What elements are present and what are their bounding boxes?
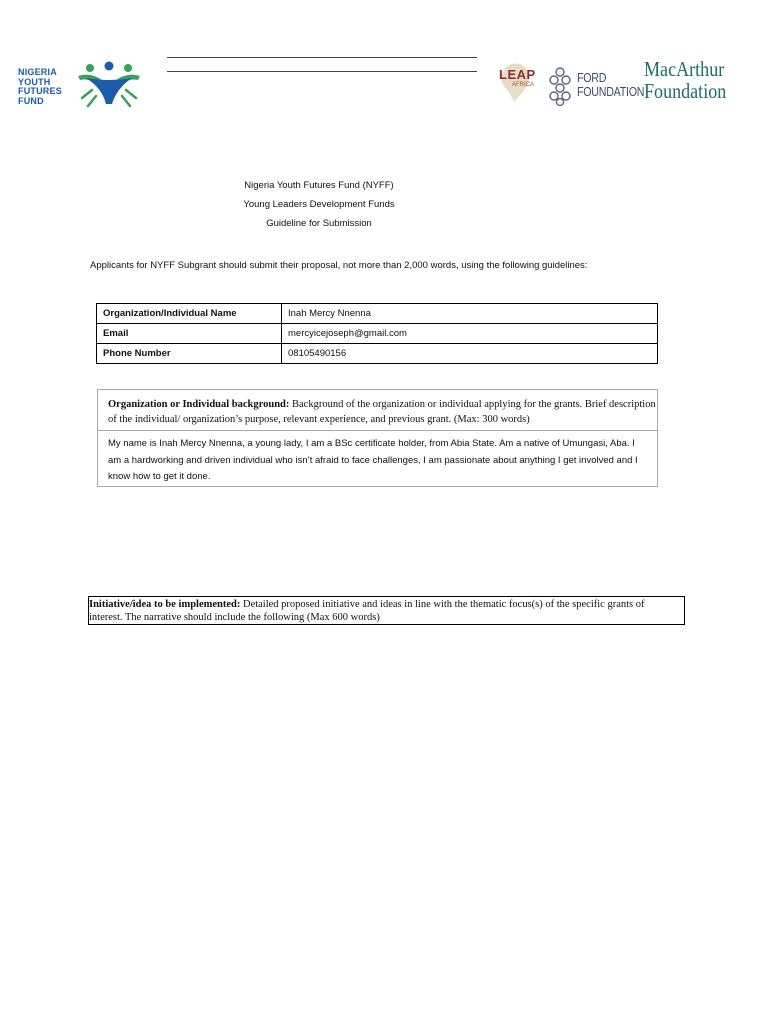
ford-foundation-logo-text: [577, 71, 644, 99]
header-rule-lines: [167, 56, 477, 76]
initiative-heading-bold: Initiative/idea to be implemented:: [89, 599, 241, 610]
table-row: [97, 324, 658, 344]
table-label: Phone Number: [97, 344, 282, 364]
nyff-logo-text: [18, 68, 62, 106]
nyff-logo-line: FUTURES: [18, 86, 62, 96]
leap-logo-subtext: AFRICA: [512, 82, 535, 88]
applicant-info-table: [96, 303, 658, 364]
macarthur-foundation-logo: [644, 58, 726, 102]
nyff-figures-icon: [72, 60, 146, 110]
table-row: [97, 304, 658, 324]
background-heading: [98, 390, 657, 431]
macarthur-logo-line: Foundation: [644, 79, 727, 103]
document-subtitle: Young Leaders Development Funds: [243, 199, 395, 210]
ford-foundation-mark-icon: [548, 66, 572, 106]
table-label: Organization/Individual Name: [97, 304, 282, 324]
background-heading-bold: Organization or Individual background:: [108, 399, 290, 410]
document-subtitle: Guideline for Submission: [266, 218, 372, 229]
table-value: mercyicejoseph@gmail.com: [282, 324, 658, 344]
initiative-section: [88, 596, 685, 625]
table-row: [97, 344, 658, 364]
header-rule: [167, 71, 477, 72]
background-heading-text: Background of the organization or individual applying for the grants. Brief description of the individual/ organization’s purpose, relevant experience, and previous grant. (Max: 300 words): [108, 399, 656, 425]
table-label: Email: [97, 324, 282, 344]
ford-logo-line: FORD: [577, 70, 607, 85]
background-body: My name is Inah Mercy Nnenna, a young lady, I am a BSc certificate holder, from Abia State. Am a native of Umungasi, Aba. I am a hardworking and driven individual who isn’t afraid to face challenges, I am passionate about anything I get involved and I know how to get it done.: [108, 438, 638, 483]
nyff-logo-line: YOUTH: [18, 76, 51, 87]
header-rule: [167, 57, 477, 58]
nyff-logo-line: NIGERIA: [18, 67, 57, 77]
background-section: [97, 389, 658, 487]
initiative-heading-text: Detailed proposed initiative and ideas in line with the thematic focus(s) of the specific grants of interest. The narrative should include the following (Max 600 words): [89, 599, 645, 623]
intro-paragraph: Applicants for NYFF Subgrant should submit their proposal, not more than 2,000 words, using the following guidelines:: [90, 260, 588, 271]
document-title: Nigeria Youth Futures Fund (NYFF): [244, 180, 394, 191]
leap-logo-text: LEAP: [499, 67, 536, 82]
nyff-logo-line: FUND: [18, 95, 44, 106]
ford-logo-line: FOUNDATION: [577, 84, 645, 99]
table-value: Inah Mercy Nnenna: [282, 304, 658, 324]
macarthur-logo-line: MacArthur: [644, 57, 725, 81]
table-value: 08105490156: [282, 344, 658, 364]
